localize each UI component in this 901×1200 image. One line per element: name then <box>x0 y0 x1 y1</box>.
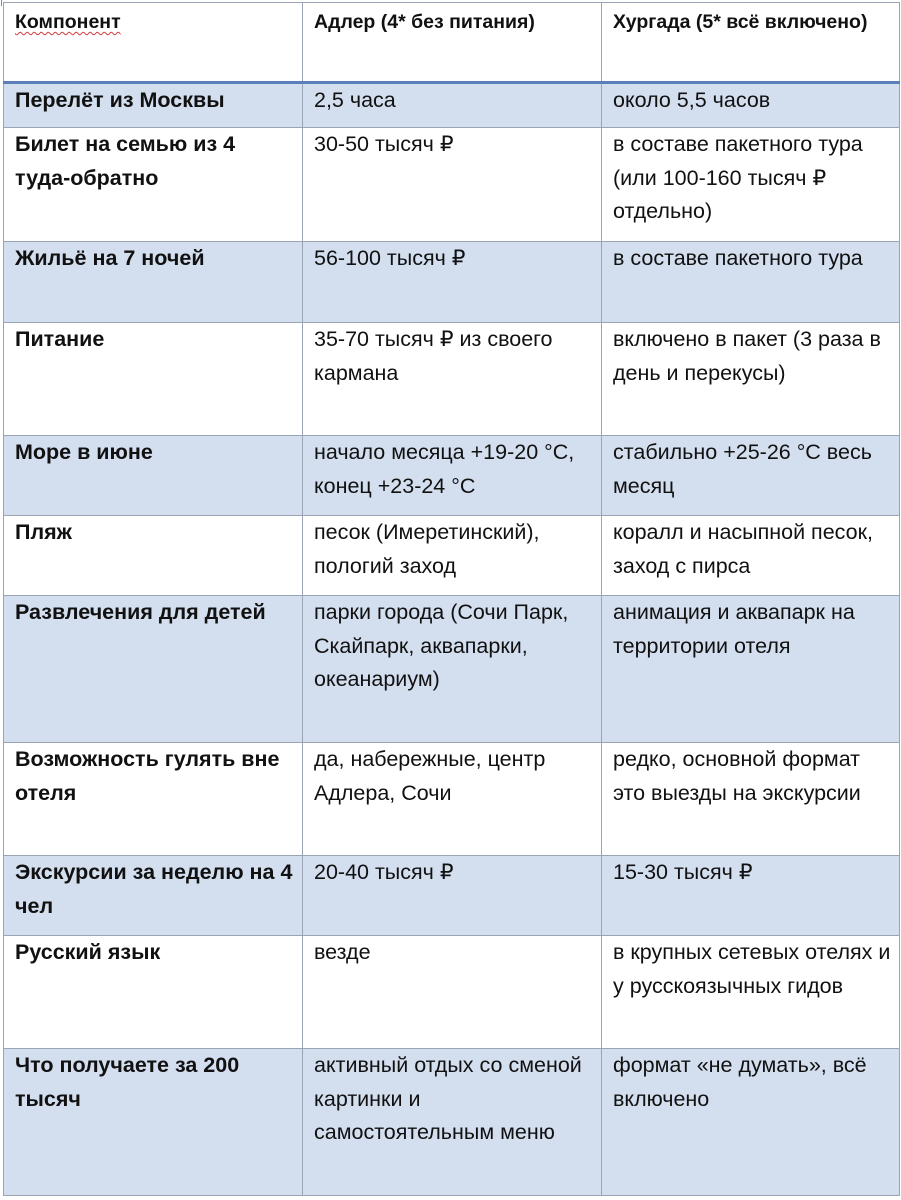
row-label: Море в июне <box>4 436 303 516</box>
adler-cell: 20-40 тысяч ₽ <box>303 856 602 936</box>
adler-cell: песок (Имеретинский), пологий заход <box>303 516 602 596</box>
row-label: Перелёт из Москвы <box>4 83 303 128</box>
table-row <box>4 323 900 436</box>
table-row <box>4 1049 900 1196</box>
adler-cell: 30-50 тысяч ₽ <box>303 128 602 242</box>
header-hurghada: Хургада (5* всё включено) <box>602 3 900 83</box>
table-row <box>4 743 900 856</box>
text-cursor <box>1 0 2 6</box>
hurghada-cell: около 5,5 часов <box>602 83 900 128</box>
hurghada-cell: в крупных сетевых отелях и у русскоязычных гидов <box>602 936 900 1049</box>
hurghada-cell: в составе пакетного тура (или 100-160 тысяч ₽ отдельно) <box>602 128 900 242</box>
adler-cell: везде <box>303 936 602 1049</box>
adler-cell: да, набережные, центр Адлера, Сочи <box>303 743 602 856</box>
row-label: Экскурсии за неделю на 4 чел <box>4 856 303 936</box>
adler-cell: начало месяца +19-20 °С, конец +23-24 °С <box>303 436 602 516</box>
adler-cell: парки города (Сочи Парк, Скайпарк, аквапарки, океанариум) <box>303 596 602 743</box>
row-label: Русский язык <box>4 936 303 1049</box>
hurghada-cell: анимация и аквапарк на территории отеля <box>602 596 900 743</box>
hurghada-cell: стабильно +25-26 °С весь месяц <box>602 436 900 516</box>
adler-cell: активный отдых со сменой картинки и самостоятельным меню <box>303 1049 602 1196</box>
adler-cell: 56-100 тысяч ₽ <box>303 242 602 323</box>
row-label: Что получаете за 200 тысяч <box>4 1049 303 1196</box>
table-header-row <box>4 3 900 83</box>
table-row <box>4 242 900 323</box>
table-row <box>4 436 900 516</box>
row-label: Развлечения для детей <box>4 596 303 743</box>
table-row <box>4 936 900 1049</box>
header-component <box>4 3 303 83</box>
table-row <box>4 596 900 743</box>
hurghada-cell: редко, основной формат это выезды на экскурсии <box>602 743 900 856</box>
row-label: Билет на семью из 4 туда-обратно <box>4 128 303 242</box>
table-row <box>4 128 900 242</box>
row-label: Возможность гулять вне отеля <box>4 743 303 856</box>
adler-cell: 35-70 тысяч ₽ из своего кармана <box>303 323 602 436</box>
header-component-label: Компонент <box>15 11 121 33</box>
table-row <box>4 516 900 596</box>
hurghada-cell: формат «не думать», всё включено <box>602 1049 900 1196</box>
hurghada-cell: коралл и насыпной песок, заход с пирса <box>602 516 900 596</box>
header-adler: Адлер (4* без питания) <box>303 3 602 83</box>
row-label: Питание <box>4 323 303 436</box>
hurghada-cell: 15-30 тысяч ₽ <box>602 856 900 936</box>
comparison-table <box>3 2 900 1196</box>
table-row <box>4 856 900 936</box>
row-label: Пляж <box>4 516 303 596</box>
hurghada-cell: в составе пакетного тура <box>602 242 900 323</box>
row-label: Жильё на 7 ночей <box>4 242 303 323</box>
table-row <box>4 83 900 128</box>
hurghada-cell: включено в пакет (3 раза в день и перекусы) <box>602 323 900 436</box>
adler-cell: 2,5 часа <box>303 83 602 128</box>
